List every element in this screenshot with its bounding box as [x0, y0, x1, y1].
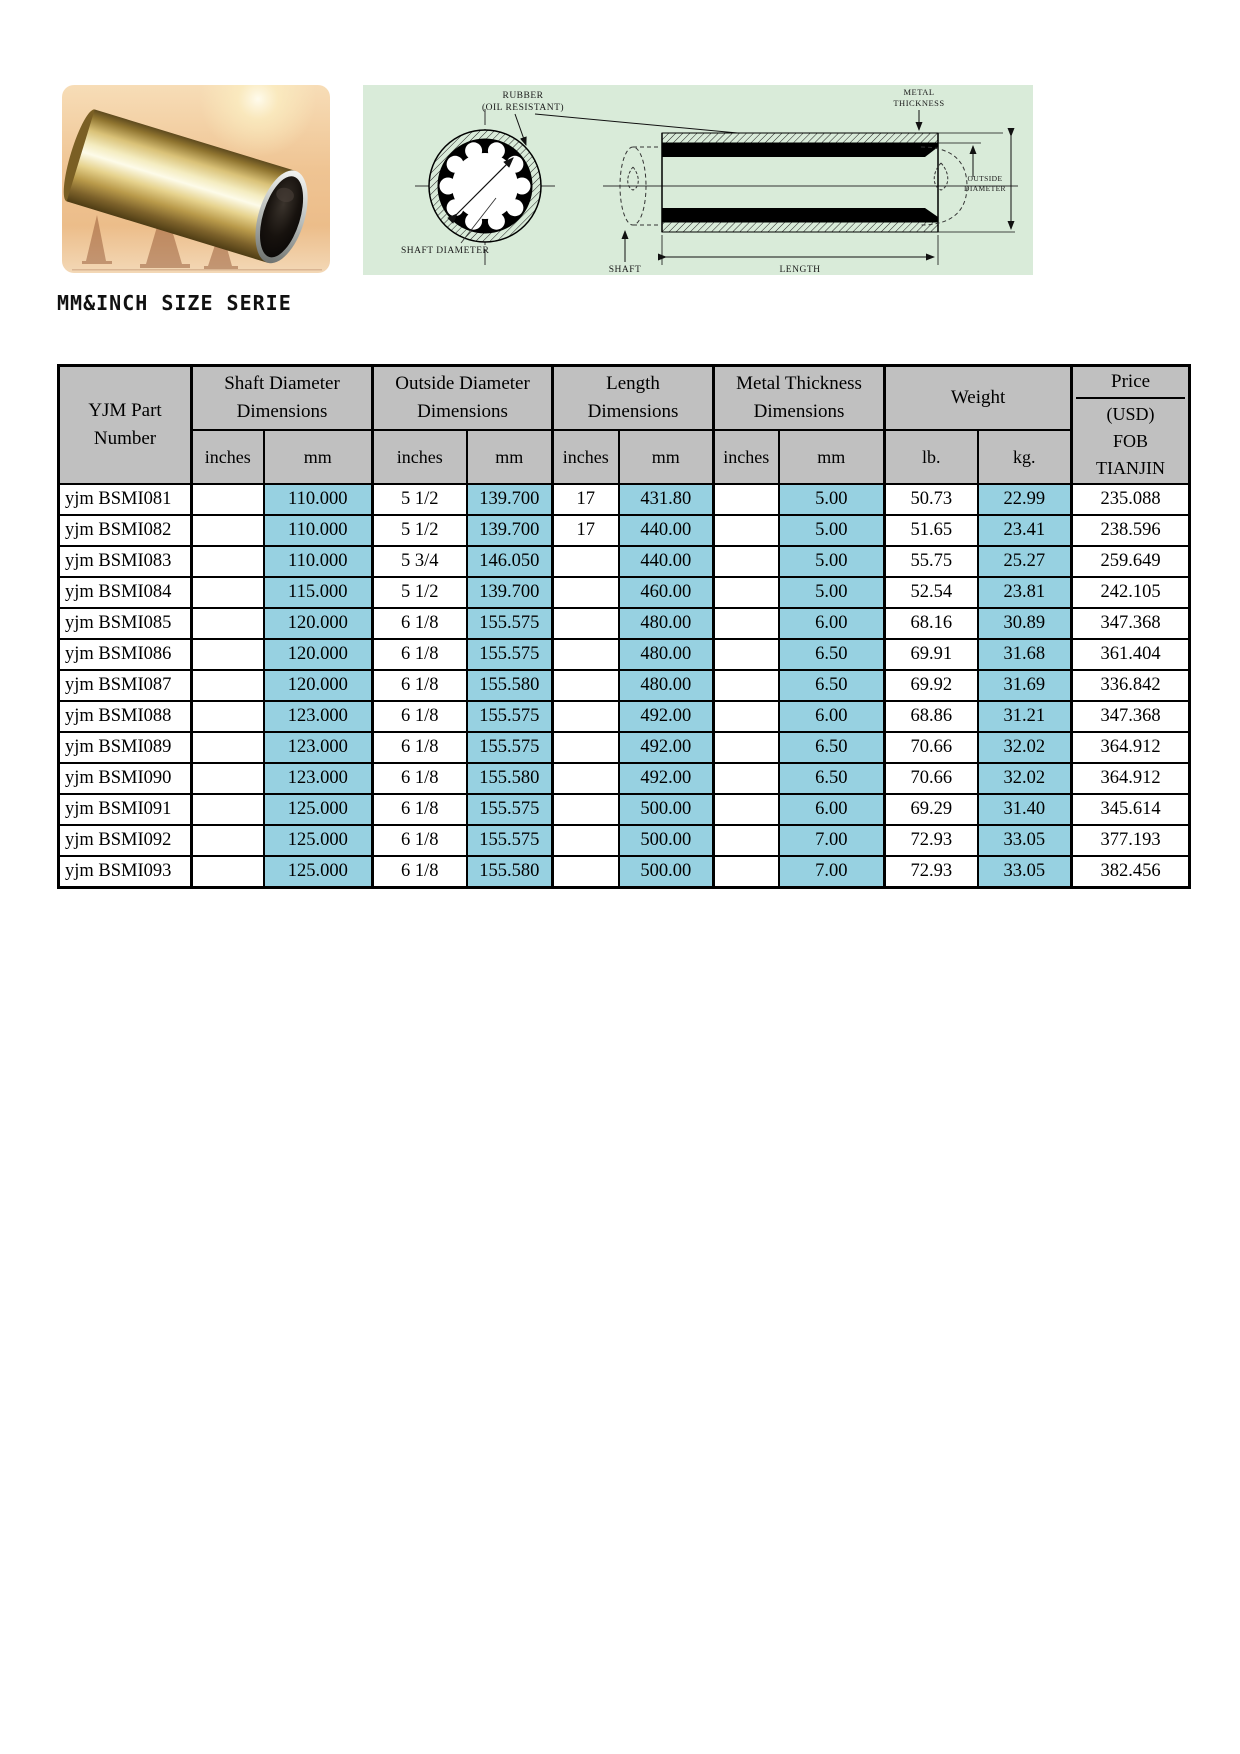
cell-outside-mm: 155.575: [467, 608, 553, 639]
cell-length-mm: 492.00: [619, 763, 714, 794]
table-row: [59, 515, 1190, 546]
cell-weight-lb: 70.66: [885, 732, 978, 763]
cell-outside-mm: 155.580: [467, 856, 553, 888]
cell-weight-kg: 33.05: [978, 825, 1072, 856]
col-header-length: Length Dimensions: [553, 366, 714, 431]
cell-price: 347.368: [1072, 701, 1190, 732]
cell-length-inches: [553, 732, 619, 763]
cell-weight-kg: 23.81: [978, 577, 1072, 608]
cell-metal-inches: [714, 856, 779, 888]
cell-outside-mm: 155.575: [467, 639, 553, 670]
cell-length-inches: [553, 825, 619, 856]
cell-length-inches: 17: [553, 484, 619, 515]
cell-weight-lb: 68.16: [885, 608, 978, 639]
cell-metal-inches: [714, 763, 779, 794]
cell-outside-mm: 139.700: [467, 484, 553, 515]
table-row: [59, 484, 1190, 515]
cell-weight-kg: 31.40: [978, 794, 1072, 825]
cell-price: 336.842: [1072, 670, 1190, 701]
cell-shaft-inches: [192, 577, 264, 608]
cell-price: 238.596: [1072, 515, 1190, 546]
cell-metal-mm: 7.00: [779, 825, 885, 856]
rubber-layer-bottom: [662, 208, 938, 222]
cell-metal-inches: [714, 639, 779, 670]
cell-shaft-mm: 125.000: [264, 856, 373, 888]
cell-part-number: yjm BSMI091: [59, 794, 192, 825]
cross-section: [429, 130, 541, 242]
cell-part-number: yjm BSMI084: [59, 577, 192, 608]
cell-weight-lb: 70.66: [885, 763, 978, 794]
cell-length-inches: [553, 670, 619, 701]
cell-metal-inches: [714, 701, 779, 732]
cell-weight-lb: 72.93: [885, 825, 978, 856]
cell-length-mm: 440.00: [619, 546, 714, 577]
cell-shaft-mm: 123.000: [264, 732, 373, 763]
cell-metal-mm: 6.00: [779, 701, 885, 732]
cell-price: 364.912: [1072, 763, 1190, 794]
cell-metal-mm: 7.00: [779, 856, 885, 888]
table-row: [59, 577, 1190, 608]
cell-length-inches: [553, 763, 619, 794]
cell-part-number: yjm BSMI087: [59, 670, 192, 701]
cell-length-inches: [553, 546, 619, 577]
subheader-metal-mm: mm: [779, 430, 885, 484]
cell-metal-mm: 5.00: [779, 577, 885, 608]
outside-diameter-label-sub: DIAMETER: [964, 184, 1006, 193]
col-header-weight: Weight: [885, 366, 1072, 431]
cell-metal-inches: [714, 732, 779, 763]
spec-table-wrap: [57, 364, 1191, 889]
cell-metal-mm: 6.00: [779, 794, 885, 825]
metal-thickness-label-sub: THICKNESS: [893, 98, 945, 108]
cell-shaft-mm: 110.000: [264, 546, 373, 577]
cell-outside-inches: 6 1/8: [373, 794, 467, 825]
col-header-price: Price (USD) FOB TIANJIN: [1072, 366, 1190, 485]
cell-outside-mm: 155.580: [467, 670, 553, 701]
cell-shaft-inches: [192, 794, 264, 825]
cell-part-number: yjm BSMI081: [59, 484, 192, 515]
cell-metal-inches: [714, 825, 779, 856]
col-header-shaft-diameter: Shaft Diameter Dimensions: [192, 366, 373, 431]
cell-metal-mm: 5.00: [779, 546, 885, 577]
cell-weight-kg: 31.68: [978, 639, 1072, 670]
product-photo-art: [62, 85, 330, 273]
cell-outside-mm: 139.700: [467, 515, 553, 546]
table-row: [59, 825, 1190, 856]
cell-weight-lb: 72.93: [885, 856, 978, 888]
cell-outside-mm: 139.700: [467, 577, 553, 608]
cell-outside-inches: 6 1/8: [373, 639, 467, 670]
subheader-metal-inches: inches: [714, 430, 779, 484]
table-row: [59, 763, 1190, 794]
cell-shaft-inches: [192, 484, 264, 515]
table-header: [59, 366, 1190, 485]
cell-price: 235.088: [1072, 484, 1190, 515]
cell-weight-lb: 51.65: [885, 515, 978, 546]
cell-length-mm: 480.00: [619, 608, 714, 639]
rubber-label: RUBBER: [502, 91, 544, 101]
cell-price: 259.649: [1072, 546, 1190, 577]
cell-length-mm: 440.00: [619, 515, 714, 546]
subheader-shaft-mm: mm: [264, 430, 373, 484]
cell-shaft-mm: 110.000: [264, 515, 373, 546]
cell-outside-mm: 155.575: [467, 701, 553, 732]
cell-metal-mm: 6.50: [779, 639, 885, 670]
cell-weight-kg: 25.27: [978, 546, 1072, 577]
cell-length-inches: [553, 639, 619, 670]
cell-metal-inches: [714, 794, 779, 825]
cell-length-inches: [553, 577, 619, 608]
cell-shaft-inches: [192, 856, 264, 888]
bearing-diagram: [363, 85, 1033, 275]
table-row: [59, 670, 1190, 701]
cell-length-inches: [553, 856, 619, 888]
cell-length-mm: 500.00: [619, 794, 714, 825]
cell-shaft-mm: 120.000: [264, 670, 373, 701]
cell-outside-mm: 155.575: [467, 732, 553, 763]
cell-shaft-inches: [192, 608, 264, 639]
cell-outside-mm: 155.580: [467, 763, 553, 794]
cell-metal-inches: [714, 608, 779, 639]
cell-outside-inches: 6 1/8: [373, 732, 467, 763]
cell-shaft-mm: 123.000: [264, 763, 373, 794]
cell-outside-inches: 5 1/2: [373, 484, 467, 515]
cell-shaft-inches: [192, 515, 264, 546]
cell-outside-inches: 6 1/8: [373, 670, 467, 701]
rubber-label-sub: (OIL RESISTANT): [481, 103, 565, 113]
table-row: [59, 546, 1190, 577]
cell-weight-lb: 52.54: [885, 577, 978, 608]
table-row: [59, 608, 1190, 639]
cell-shaft-mm: 120.000: [264, 608, 373, 639]
cell-shaft-inches: [192, 546, 264, 577]
subheader-length-inches: inches: [553, 430, 619, 484]
cell-part-number: yjm BSMI093: [59, 856, 192, 888]
table-body: [59, 484, 1190, 888]
cell-part-number: yjm BSMI083: [59, 546, 192, 577]
table-row: [59, 701, 1190, 732]
cell-weight-kg: 31.69: [978, 670, 1072, 701]
cell-shaft-inches: [192, 639, 264, 670]
cell-outside-inches: 6 1/8: [373, 608, 467, 639]
cell-price: 345.614: [1072, 794, 1190, 825]
cell-weight-lb: 69.91: [885, 639, 978, 670]
cell-shaft-mm: 125.000: [264, 825, 373, 856]
spec-table: [57, 364, 1191, 889]
outside-diameter-label: OUTSIDE: [967, 174, 1003, 183]
cell-length-mm: 492.00: [619, 701, 714, 732]
cell-weight-kg: 22.99: [978, 484, 1072, 515]
cell-weight-kg: 32.02: [978, 732, 1072, 763]
cell-shaft-inches: [192, 732, 264, 763]
cell-outside-inches: 6 1/8: [373, 825, 467, 856]
cell-metal-mm: 5.00: [779, 515, 885, 546]
cell-part-number: yjm BSMI082: [59, 515, 192, 546]
cell-price: 377.193: [1072, 825, 1190, 856]
metal-thickness-label: METAL: [903, 87, 935, 97]
table-row: [59, 856, 1190, 888]
subheader-length-mm: mm: [619, 430, 714, 484]
cell-part-number: yjm BSMI089: [59, 732, 192, 763]
col-header-metal-thickness: Metal Thickness Dimensions: [714, 366, 885, 431]
cell-length-mm: 492.00: [619, 732, 714, 763]
product-photo: [62, 85, 330, 273]
cell-weight-kg: 33.05: [978, 856, 1072, 888]
cell-shaft-mm: 123.000: [264, 701, 373, 732]
cell-metal-mm: 6.50: [779, 732, 885, 763]
cell-price: 347.368: [1072, 608, 1190, 639]
shaft-diameter-label: SHAFT DIAMETER: [401, 246, 490, 256]
cell-length-inches: 17: [553, 515, 619, 546]
cell-length-mm: 500.00: [619, 825, 714, 856]
subheader-shaft-inches: inches: [192, 430, 264, 484]
long-section: [603, 133, 1018, 232]
subheader-weight-kg: kg.: [978, 430, 1072, 484]
cell-metal-mm: 6.00: [779, 608, 885, 639]
cell-outside-inches: 5 1/2: [373, 515, 467, 546]
cell-metal-inches: [714, 670, 779, 701]
cell-metal-inches: [714, 484, 779, 515]
cell-metal-inches: [714, 546, 779, 577]
cell-weight-kg: 32.02: [978, 763, 1072, 794]
cell-weight-lb: 69.92: [885, 670, 978, 701]
subheader-outside-inches: inches: [373, 430, 467, 484]
col-header-outside-diameter: Outside Diameter Dimensions: [373, 366, 553, 431]
cell-shaft-inches: [192, 763, 264, 794]
cell-shaft-mm: 125.000: [264, 794, 373, 825]
cell-outside-mm: 155.575: [467, 794, 553, 825]
cell-shaft-inches: [192, 825, 264, 856]
shaft-label: SHAFT: [608, 265, 642, 275]
cell-metal-mm: 6.50: [779, 763, 885, 794]
cell-shaft-inches: [192, 670, 264, 701]
cell-weight-lb: 55.75: [885, 546, 978, 577]
bearing-diagram-panel: [363, 85, 1033, 275]
page-title: MM&INCH SIZE SERIE: [57, 291, 292, 315]
subheader-weight-lb: lb.: [885, 430, 978, 484]
cell-outside-inches: 6 1/8: [373, 856, 467, 888]
cell-length-mm: 480.00: [619, 639, 714, 670]
cell-length-inches: [553, 701, 619, 732]
cell-outside-inches: 5 1/2: [373, 577, 467, 608]
cell-outside-inches: 6 1/8: [373, 701, 467, 732]
cell-outside-mm: 155.575: [467, 825, 553, 856]
cell-shaft-inches: [192, 701, 264, 732]
cell-length-inches: [553, 608, 619, 639]
cell-price: 361.404: [1072, 639, 1190, 670]
cell-length-inches: [553, 794, 619, 825]
cell-weight-lb: 68.86: [885, 701, 978, 732]
cell-metal-mm: 5.00: [779, 484, 885, 515]
cell-length-mm: 431.80: [619, 484, 714, 515]
cell-price: 242.105: [1072, 577, 1190, 608]
cell-part-number: yjm BSMI085: [59, 608, 192, 639]
cell-shaft-mm: 110.000: [264, 484, 373, 515]
length-label: LENGTH: [779, 265, 821, 275]
cell-metal-inches: [714, 577, 779, 608]
cell-outside-inches: 6 1/8: [373, 763, 467, 794]
cell-price: 364.912: [1072, 732, 1190, 763]
cell-price: 382.456: [1072, 856, 1190, 888]
cell-metal-inches: [714, 515, 779, 546]
cell-weight-kg: 30.89: [978, 608, 1072, 639]
table-row: [59, 794, 1190, 825]
cell-part-number: yjm BSMI092: [59, 825, 192, 856]
cell-length-mm: 480.00: [619, 670, 714, 701]
cell-metal-mm: 6.50: [779, 670, 885, 701]
col-header-part: YJM Part Number: [59, 366, 192, 485]
cell-length-mm: 460.00: [619, 577, 714, 608]
cell-part-number: yjm BSMI088: [59, 701, 192, 732]
table-row: [59, 639, 1190, 670]
cell-weight-lb: 50.73: [885, 484, 978, 515]
cell-weight-kg: 23.41: [978, 515, 1072, 546]
cell-part-number: yjm BSMI086: [59, 639, 192, 670]
cell-part-number: yjm BSMI090: [59, 763, 192, 794]
cell-length-mm: 500.00: [619, 856, 714, 888]
subheader-outside-mm: mm: [467, 430, 553, 484]
cell-weight-kg: 31.21: [978, 701, 1072, 732]
cell-shaft-mm: 115.000: [264, 577, 373, 608]
cell-outside-inches: 5 3/4: [373, 546, 467, 577]
cell-shaft-mm: 120.000: [264, 639, 373, 670]
rubber-layer-top: [662, 143, 938, 157]
cell-weight-lb: 69.29: [885, 794, 978, 825]
table-row: [59, 732, 1190, 763]
cell-outside-mm: 146.050: [467, 546, 553, 577]
